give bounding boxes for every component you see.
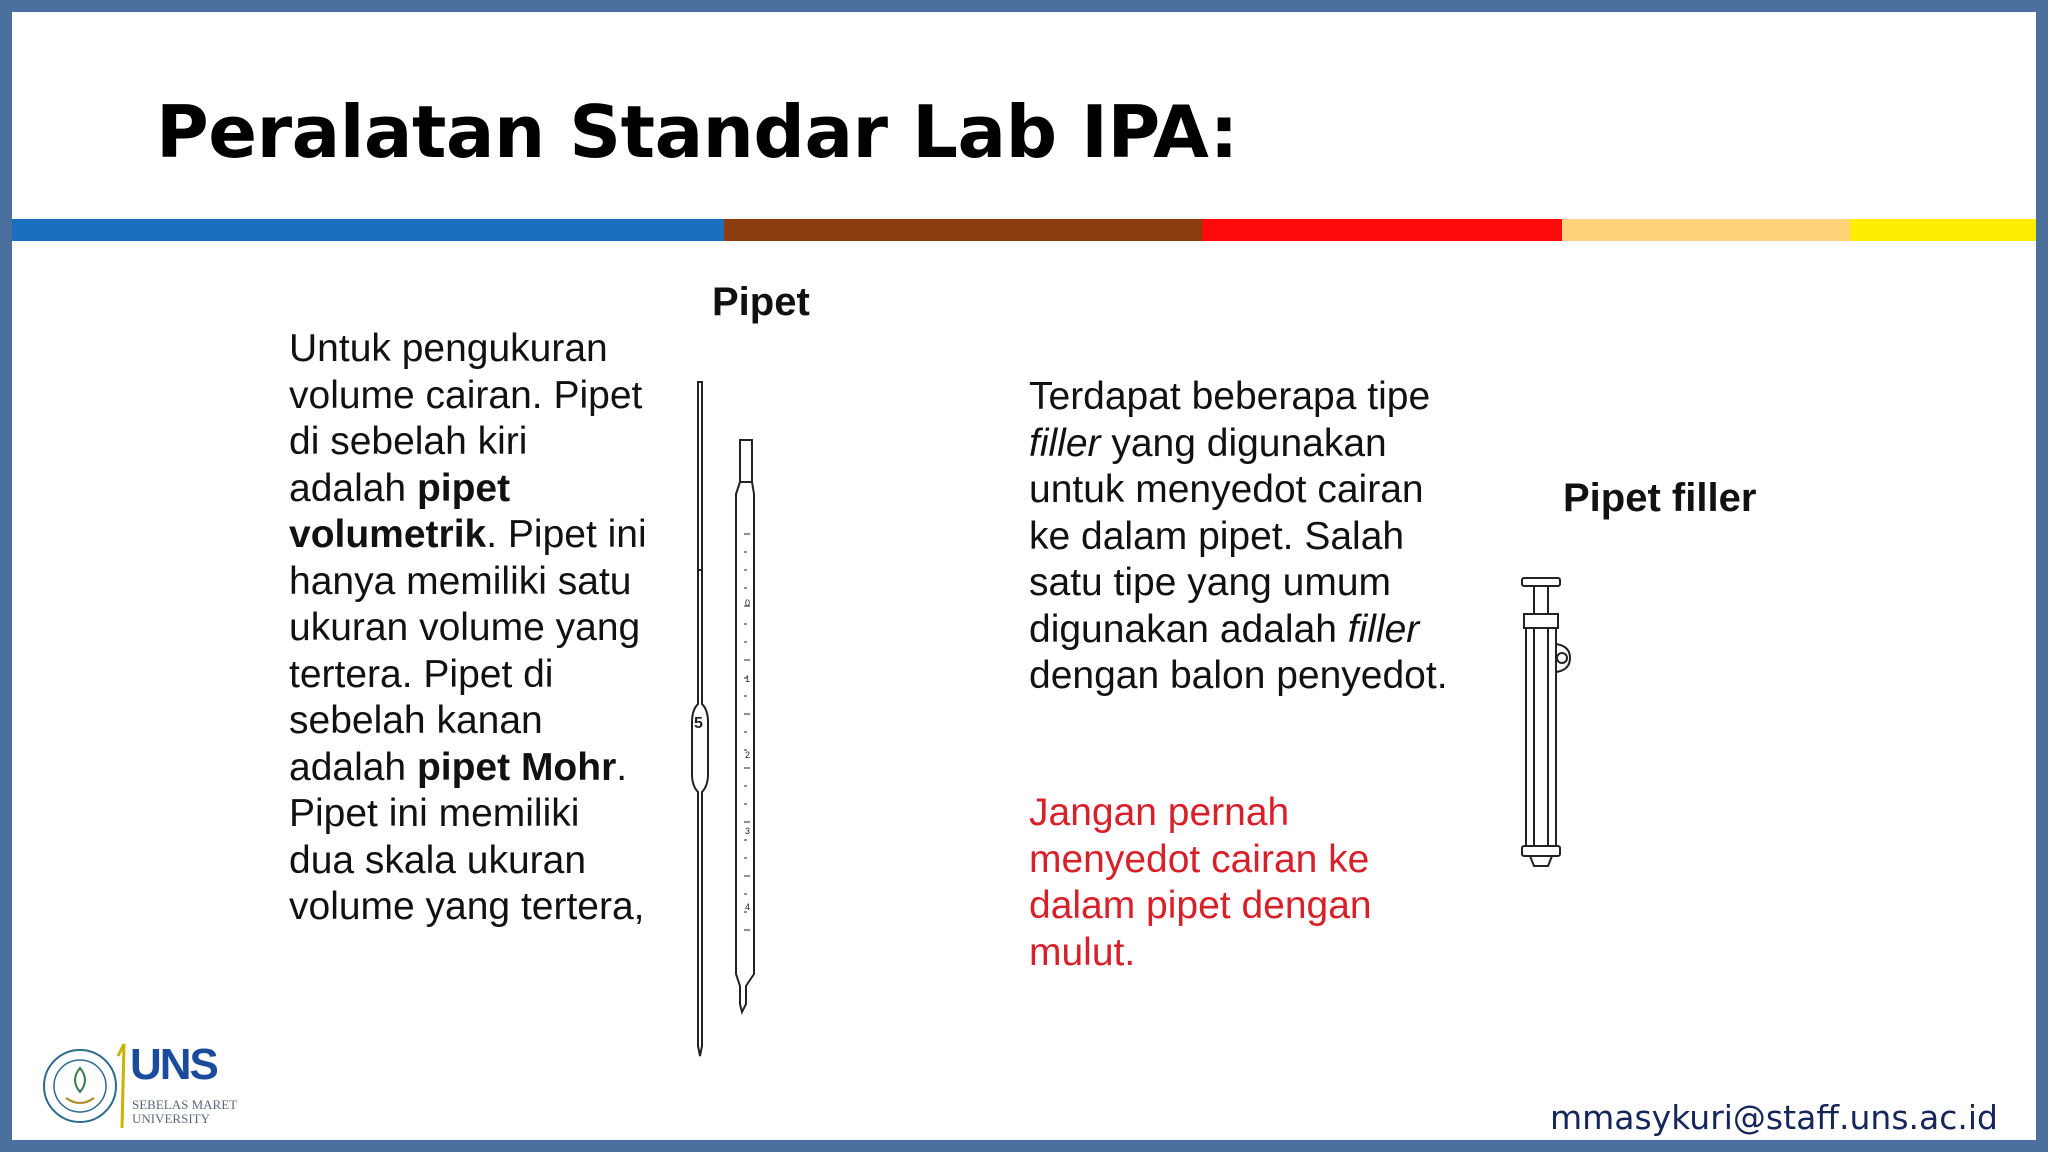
logo-subtitle-line2: UNIVERSITY xyxy=(132,1111,210,1126)
mohr-scale-2: 2 xyxy=(745,750,751,760)
pipet-text-bold-1: pipet volumetrik xyxy=(289,466,511,556)
filler-text-italic-2: filler xyxy=(1347,607,1420,651)
stripe-brown xyxy=(724,219,1202,241)
pipet-filler-icon xyxy=(1504,574,1584,874)
mohr-scale-0: 0 xyxy=(745,598,751,608)
stripe-yellow xyxy=(1850,219,2036,241)
logo-name: UNS xyxy=(130,1040,217,1089)
filler-text-1: Terdapat beberapa tipe xyxy=(1029,375,1431,418)
logo-subtitle-line1: SEBELAS MARET xyxy=(132,1097,238,1112)
pipet-text-3: . Pipet ini memiliki dua skala ukuran volume yang tertera, xyxy=(289,745,645,928)
pipet-illustration xyxy=(684,374,784,1064)
filler-text-3: dengan balon penyedot. xyxy=(1029,654,1448,697)
filler-text-2: yang digunakan untuk menyedot cairan ke dalam pipet. Salah satu tipe yang umum digunakan adalah xyxy=(1029,421,1424,651)
warning-text: Jangan pernah menyedot cairan ke dalam pipet dengan mulut. xyxy=(1029,791,1372,974)
pipet-text-bold-2: pipet Mohr xyxy=(416,745,617,789)
mohr-scale-1: 1 xyxy=(745,674,751,684)
pipet-text-2: . Pipet ini hanya memiliki satu ukuran volume yang tertera. Pipet di sebelah kanan adalah xyxy=(289,513,647,789)
slide-title: Peralatan Standar Lab IPA: xyxy=(156,90,1238,174)
stripe-peach xyxy=(1562,219,1850,241)
pipet-heading: Pipet xyxy=(712,280,810,324)
mohr-scale-4: 4 xyxy=(745,902,751,912)
volumetric-pipet-icon xyxy=(692,382,708,1056)
filler-text-italic-1: filler xyxy=(1029,421,1101,465)
stripe-red xyxy=(1202,219,1562,241)
mohr-pipet-icon xyxy=(736,440,754,1012)
mohr-scale-3: 3 xyxy=(745,826,751,836)
stripe-blue xyxy=(12,219,724,241)
pipet-text-1: Untuk pengukuran volume cairan. Pipet di sebelah kiri adalah xyxy=(289,327,643,510)
logo-subtitle xyxy=(132,1098,237,1126)
slide xyxy=(12,12,2036,1140)
footer-email: mmasykuri@staff.uns.ac.id xyxy=(1549,1098,1998,1137)
volumetric-label: 5 xyxy=(694,715,703,732)
filler-description xyxy=(1029,374,1469,700)
filler-heading: Pipet filler xyxy=(1563,476,1757,520)
pipet-description xyxy=(289,326,649,931)
